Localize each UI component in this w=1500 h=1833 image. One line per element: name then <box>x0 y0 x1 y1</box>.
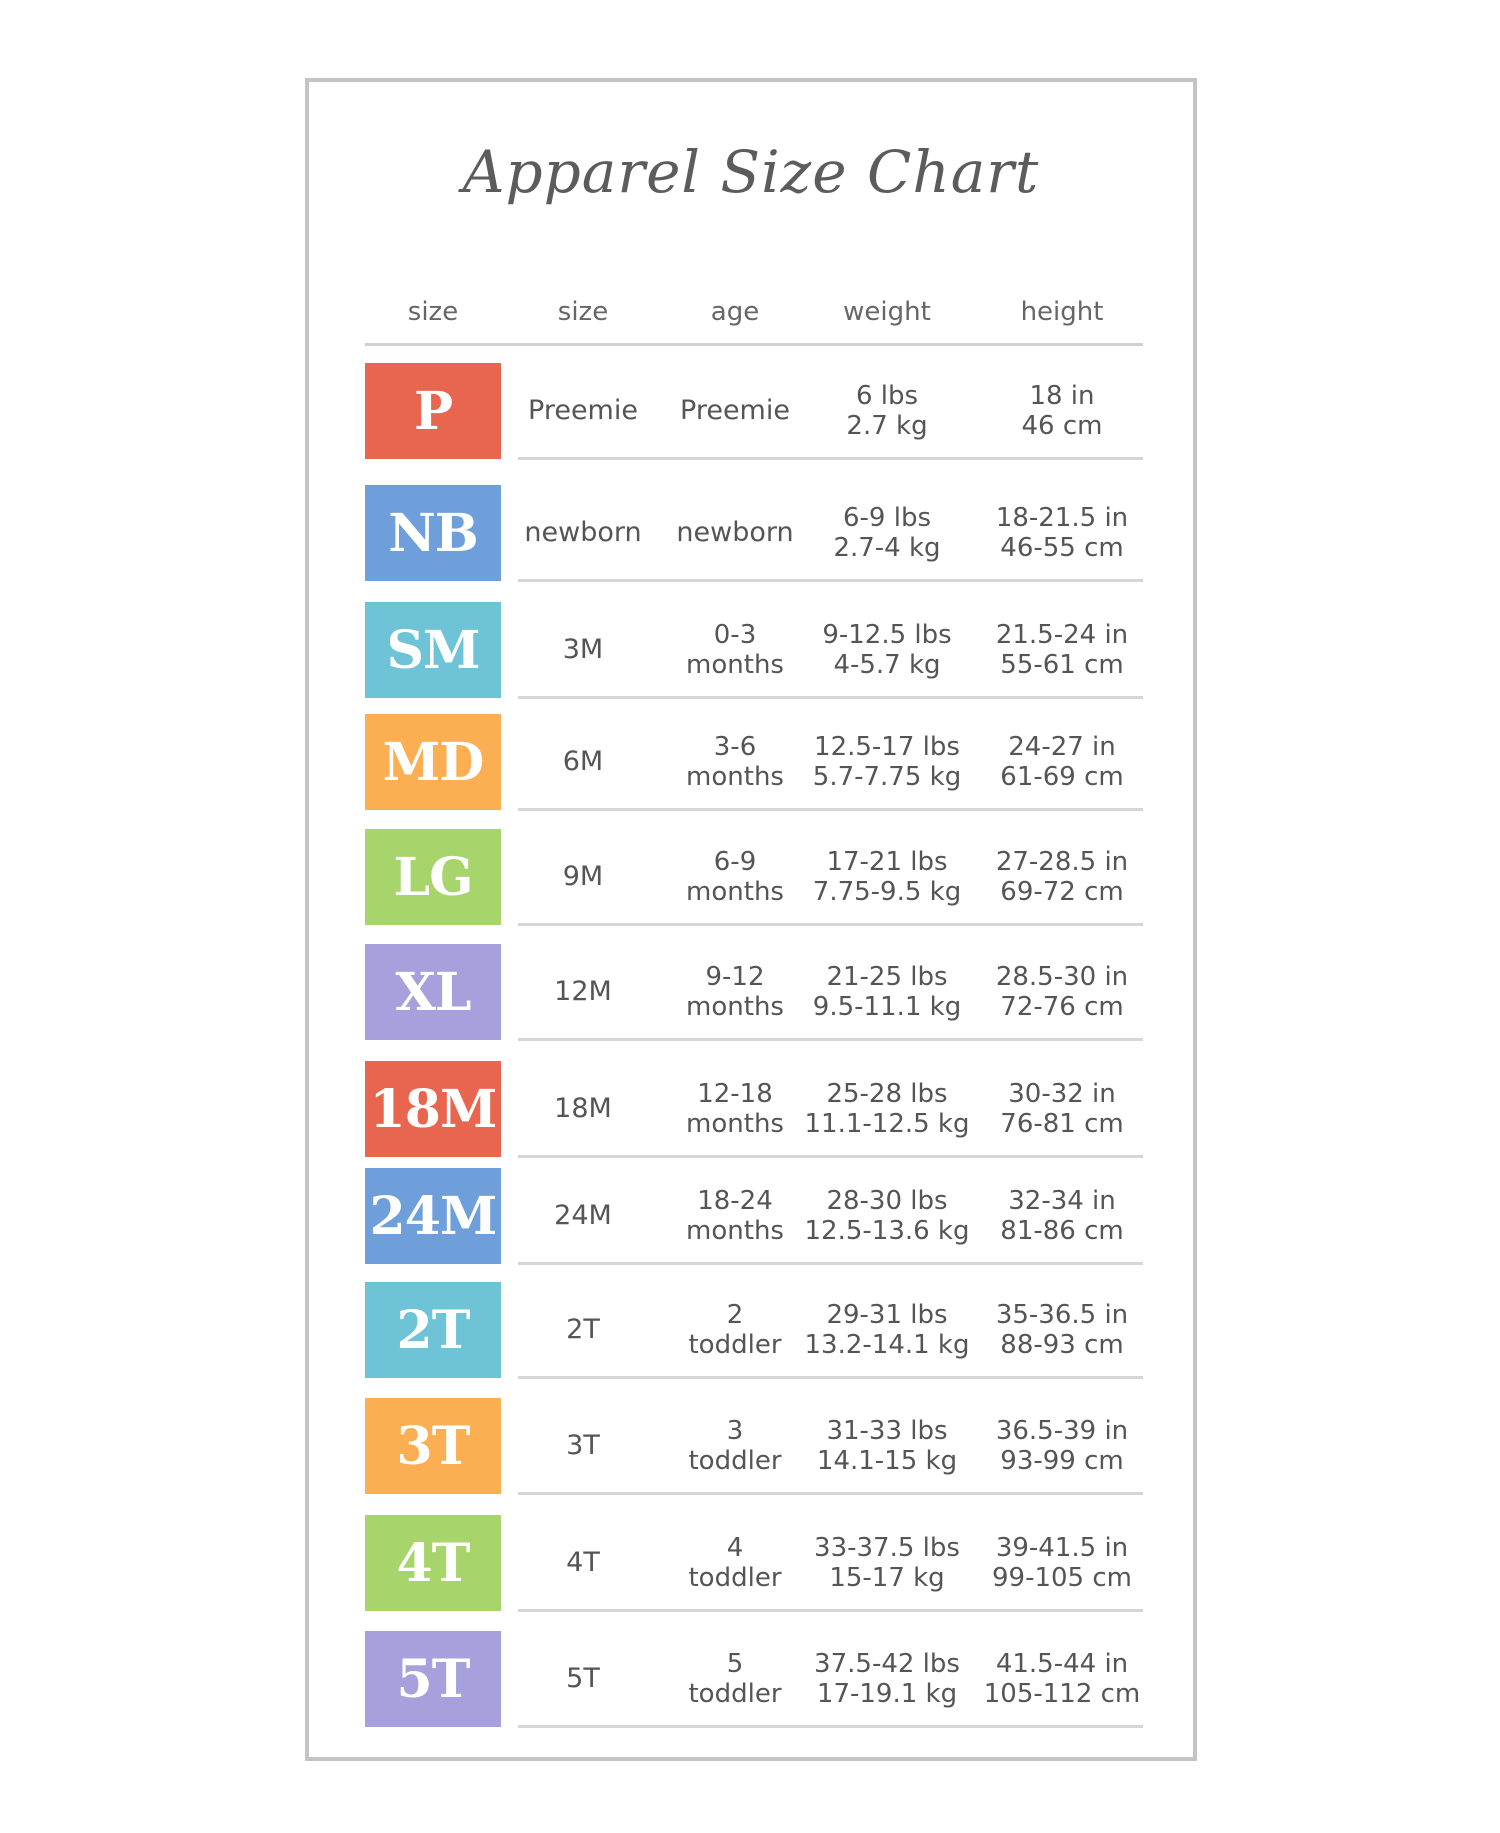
weight-cell-line: 14.1-15 kg <box>816 1446 958 1476</box>
height-cell <box>1000 1168 1123 1264</box>
row-divider <box>518 808 1143 811</box>
age-cell-line: 3 <box>726 1416 744 1446</box>
weight-cell-line: 7.75-9.5 kg <box>812 877 962 907</box>
weight-cell <box>814 1631 960 1727</box>
weight-cell-line: 12.5-13.6 kg <box>804 1216 970 1246</box>
row-divider <box>518 1038 1143 1041</box>
height-cell-line: 88-93 cm <box>1000 1330 1124 1360</box>
row-divider <box>518 696 1143 699</box>
size-badge: 2T <box>365 1282 501 1378</box>
height-cell-line: 39-41.5 in <box>995 1533 1129 1563</box>
height-cell <box>992 1515 1132 1611</box>
age-cell-line: toddler <box>688 1330 782 1360</box>
row-divider <box>518 923 1143 926</box>
height-cell-line: 69-72 cm <box>1000 877 1124 907</box>
age-cell <box>688 1515 781 1611</box>
weight-cell-line: 13.2-14.1 kg <box>804 1330 970 1360</box>
height-cell-line: 18 in <box>1029 381 1095 411</box>
weight-cell-line: 11.1-12.5 kg <box>804 1109 970 1139</box>
chart-title: Apparel Size Chart <box>462 138 1040 206</box>
size-cell-line: 9M <box>562 861 604 892</box>
height-cell-line: 72-76 cm <box>1000 992 1124 1022</box>
row-divider <box>518 1725 1143 1728</box>
size-cell <box>554 944 612 1040</box>
weight-cell <box>833 485 940 581</box>
size-badge: XL <box>365 944 501 1040</box>
age-cell-line: toddler <box>688 1446 782 1476</box>
weight-cell-line: 29-31 lbs <box>826 1300 948 1330</box>
height-cell <box>1000 1061 1123 1157</box>
weight-cell-line: 9-12.5 lbs <box>822 620 952 650</box>
age-cell-line: 2 <box>726 1300 744 1330</box>
age-cell-line: months <box>686 1216 784 1246</box>
table-row <box>365 602 1143 702</box>
weight-cell-line: 12.5-17 lbs <box>814 732 960 762</box>
height-cell-line: 46-55 cm <box>1000 533 1124 563</box>
table-row <box>365 1398 1143 1498</box>
header-height: height <box>1020 297 1104 327</box>
row-divider <box>518 1609 1143 1612</box>
size-badge: 3T <box>365 1398 501 1494</box>
weight-cell <box>817 1398 957 1494</box>
height-cell-line: 81-86 cm <box>1000 1216 1124 1246</box>
height-cell <box>1000 714 1123 810</box>
age-cell-line: Preemie <box>680 395 790 426</box>
size-cell <box>566 1398 600 1494</box>
table-row <box>365 1515 1143 1615</box>
weight-cell <box>813 944 961 1040</box>
table-row <box>365 714 1143 814</box>
height-cell-line: 21.5-24 in <box>995 620 1129 650</box>
size-cell <box>566 1282 600 1378</box>
size-cell-line: 5T <box>566 1663 600 1694</box>
header-size: size <box>557 297 609 327</box>
row-divider <box>518 1155 1143 1158</box>
height-cell-line: 46 cm <box>1021 411 1103 441</box>
height-cell <box>996 1398 1128 1494</box>
height-cell-line: 61-69 cm <box>1000 762 1124 792</box>
weight-cell <box>813 829 961 925</box>
weight-cell-line: 5.7-7.75 kg <box>812 762 962 792</box>
weight-cell <box>813 714 961 810</box>
size-cell-line: 6M <box>562 746 604 777</box>
height-cell-line: 30-32 in <box>1008 1079 1116 1109</box>
weight-cell <box>805 1282 970 1378</box>
weight-cell-line: 33-37.5 lbs <box>814 1533 960 1563</box>
height-cell-line: 99-105 cm <box>992 1563 1132 1593</box>
size-cell-line: 3M <box>562 634 604 665</box>
size-cell <box>566 1515 600 1611</box>
size-cell-line: 4T <box>566 1547 600 1578</box>
table-row <box>365 944 1143 1044</box>
height-cell-line: 76-81 cm <box>1000 1109 1124 1139</box>
age-cell-line: months <box>686 992 784 1022</box>
age-cell-line: 18-24 <box>697 1186 773 1216</box>
table-row <box>365 1168 1143 1268</box>
age-cell-line: 9-12 <box>705 962 765 992</box>
size-badge: SM <box>365 602 501 698</box>
height-cell-line: 27-28.5 in <box>995 847 1129 877</box>
table-row <box>365 829 1143 929</box>
height-cell-line: 28.5-30 in <box>995 962 1129 992</box>
age-cell <box>688 1398 781 1494</box>
weight-cell-line: 37.5-42 lbs <box>814 1649 960 1679</box>
weight-cell-line: 9.5-11.1 kg <box>812 992 962 1022</box>
header-size-code: size <box>407 297 459 327</box>
weight-cell-line: 6-9 lbs <box>842 503 932 533</box>
size-cell <box>554 1061 612 1157</box>
weight-cell-line: 4-5.7 kg <box>833 650 941 680</box>
height-cell <box>996 829 1128 925</box>
age-cell <box>686 602 784 698</box>
height-cell <box>1022 363 1103 459</box>
height-cell-line: 24-27 in <box>1008 732 1116 762</box>
row-divider <box>518 1376 1143 1379</box>
size-badge: NB <box>365 485 501 581</box>
age-cell-line: 0-3 <box>713 620 757 650</box>
age-cell-line: months <box>686 1109 784 1139</box>
height-cell-line: 93-99 cm <box>1000 1446 1124 1476</box>
size-cell <box>528 363 638 459</box>
size-cell-line: Preemie <box>528 395 638 426</box>
height-cell-line: 18-21.5 in <box>995 503 1129 533</box>
height-cell-line: 55-61 cm <box>1000 650 1124 680</box>
weight-cell-line: 17-19.1 kg <box>816 1679 958 1709</box>
age-cell <box>676 485 793 581</box>
height-cell <box>996 944 1128 1040</box>
size-cell <box>563 829 603 925</box>
age-cell <box>688 1282 781 1378</box>
size-badge: 4T <box>365 1515 501 1611</box>
height-cell-line: 105-112 cm <box>983 1679 1141 1709</box>
age-cell-line: toddler <box>688 1679 782 1709</box>
weight-cell-line: 31-33 lbs <box>826 1416 948 1446</box>
size-cell-line: 12M <box>554 976 612 1007</box>
age-cell-line: months <box>686 877 784 907</box>
age-cell <box>686 944 784 1040</box>
size-chart-card <box>305 78 1197 1761</box>
height-cell-line: 32-34 in <box>1008 1186 1116 1216</box>
height-cell-line: 41.5-44 in <box>995 1649 1129 1679</box>
height-cell <box>984 1631 1141 1727</box>
row-divider <box>518 1492 1143 1495</box>
age-cell <box>686 1168 784 1264</box>
size-badge: 24M <box>365 1168 501 1264</box>
size-cell <box>563 602 603 698</box>
weight-cell-line: 15-17 kg <box>829 1563 945 1593</box>
age-cell <box>686 1061 784 1157</box>
row-divider <box>518 1262 1143 1265</box>
age-cell-line: months <box>686 650 784 680</box>
height-cell-line: 36.5-39 in <box>995 1416 1129 1446</box>
header-age: age <box>710 297 760 327</box>
weight-cell <box>805 1061 970 1157</box>
height-cell <box>996 1282 1128 1378</box>
header-weight: weight <box>843 297 931 327</box>
age-cell-line: toddler <box>688 1563 782 1593</box>
age-cell-line: newborn <box>676 517 794 548</box>
row-divider <box>518 579 1143 582</box>
weight-cell-line: 2.7-4 kg <box>833 533 941 563</box>
weight-cell <box>822 602 951 698</box>
age-cell-line: 6-9 <box>713 847 757 877</box>
age-cell-line: 3-6 <box>713 732 757 762</box>
table-row <box>365 363 1143 463</box>
size-badge: P <box>365 363 501 459</box>
age-cell <box>686 714 784 810</box>
age-cell <box>688 1631 781 1727</box>
weight-cell <box>805 1168 970 1264</box>
age-cell <box>680 363 790 459</box>
age-cell-line: 12-18 <box>697 1079 773 1109</box>
height-cell-line: 35-36.5 in <box>995 1300 1129 1330</box>
size-badge: 5T <box>365 1631 501 1727</box>
table-row <box>365 485 1143 585</box>
size-cell-line: 3T <box>566 1430 600 1461</box>
weight-cell <box>814 1515 960 1611</box>
height-cell <box>996 485 1128 581</box>
size-cell <box>563 714 603 810</box>
age-cell-line: 4 <box>726 1533 744 1563</box>
size-cell <box>566 1631 600 1727</box>
table-row <box>365 1631 1143 1731</box>
age-cell <box>686 829 784 925</box>
weight-cell-line: 28-30 lbs <box>826 1186 948 1216</box>
weight-cell-line: 17-21 lbs <box>826 847 948 877</box>
table-row <box>365 1282 1143 1382</box>
weight-cell-line: 2.7 kg <box>846 411 928 441</box>
size-cell-line: 18M <box>554 1093 612 1124</box>
size-cell <box>524 485 641 581</box>
weight-cell-line: 25-28 lbs <box>826 1079 948 1109</box>
weight-cell-line: 6 lbs <box>855 381 919 411</box>
age-cell-line: 5 <box>726 1649 744 1679</box>
size-cell-line: newborn <box>524 517 642 548</box>
age-cell-line: months <box>686 762 784 792</box>
row-divider <box>518 457 1143 460</box>
size-badge: 18M <box>365 1061 501 1157</box>
table-header <box>365 287 1143 346</box>
table-row <box>365 1061 1143 1161</box>
height-cell <box>996 602 1128 698</box>
size-cell-line: 2T <box>566 1314 600 1345</box>
weight-cell-line: 21-25 lbs <box>826 962 948 992</box>
weight-cell <box>846 363 927 459</box>
size-cell-line: 24M <box>554 1200 612 1231</box>
size-cell <box>554 1168 612 1264</box>
size-badge: MD <box>365 714 501 810</box>
size-badge: LG <box>365 829 501 925</box>
